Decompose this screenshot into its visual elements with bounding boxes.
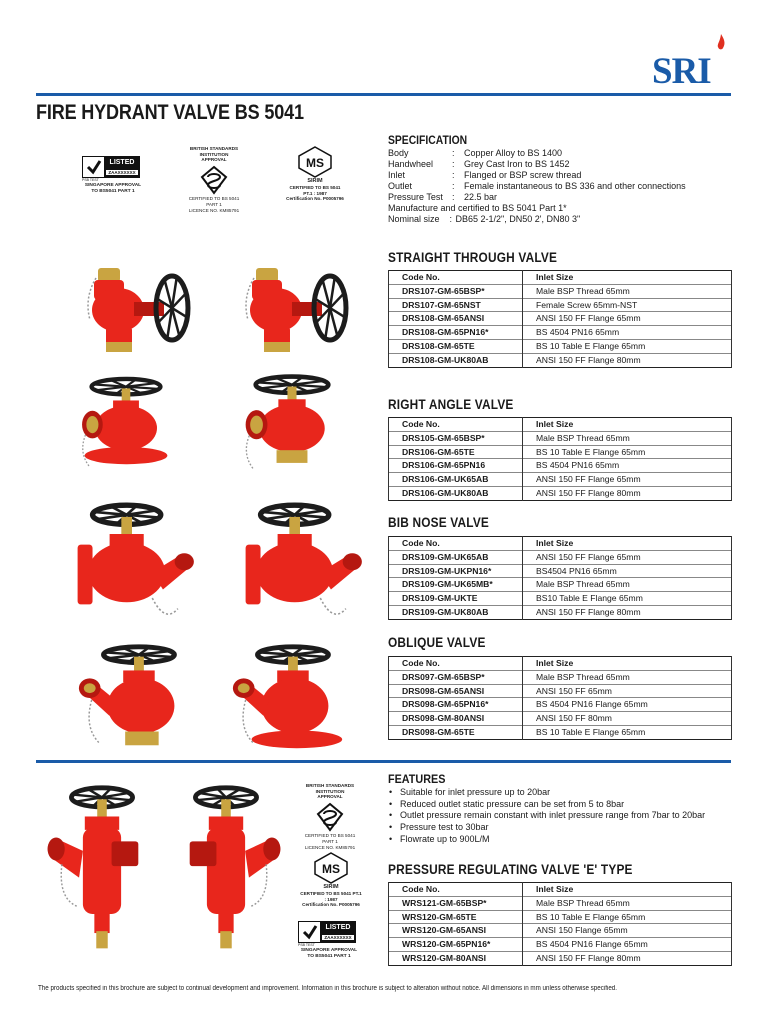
pressure-regulating-valve-image-2 bbox=[168, 784, 284, 956]
table-row bbox=[389, 326, 732, 340]
table-row bbox=[389, 564, 732, 578]
table-row bbox=[389, 698, 732, 712]
bsi-caption: CERTIFIED TO BS 5041 PART 1 LICENCE NO. KM85791 bbox=[304, 833, 356, 850]
code-cell: DRS108-GM-65PN16* bbox=[389, 326, 523, 340]
spec-heading: SPECIFICATION bbox=[388, 135, 468, 147]
section-divider bbox=[36, 760, 731, 763]
inlet-cell: ANSI 150 FF Flange 65mm bbox=[523, 550, 732, 564]
listed-small: PSB TEST bbox=[298, 943, 315, 947]
inlet-cell: BS 10 Table E Flange 65mm bbox=[523, 445, 732, 459]
code-cell: WRS120-GM-80ANSI bbox=[389, 951, 523, 965]
inlet-cell: BS 4504 PN16 Flange 65mm bbox=[523, 938, 732, 952]
code-cell: DRS097-GM-65BSP* bbox=[389, 670, 523, 684]
listed-badge bbox=[82, 156, 144, 195]
pressure-regulating-table bbox=[388, 882, 732, 966]
table-row bbox=[389, 605, 732, 619]
code-cell: WRS120-GM-65PN16* bbox=[389, 938, 523, 952]
code-header: Code No. bbox=[389, 418, 523, 432]
inlet-header: Inlet Size bbox=[523, 883, 732, 897]
table-header-row bbox=[389, 271, 732, 285]
inlet-cell: Female Screw 65mm-NST bbox=[523, 298, 732, 312]
oblique-table bbox=[388, 656, 732, 740]
bib-nose-valve-image bbox=[62, 502, 202, 630]
table-header-row bbox=[389, 537, 732, 551]
code-cell: DRS108-GM-65TE bbox=[389, 339, 523, 353]
inlet-cell: ANSI 150 FF Flange 80mm bbox=[523, 486, 732, 500]
feature-item: • Flowrate up to 900L/M bbox=[388, 834, 733, 846]
inlet-cell: BS 4504 PN16 Flange 65mm bbox=[523, 698, 732, 712]
inlet-cell: Male BSP Thread 65mm bbox=[523, 670, 732, 684]
listed-caption: SINGAPORE APPROVAL TO BS5041 PART 1 bbox=[300, 948, 358, 960]
inlet-cell: ANSI 150 FF 80mm bbox=[523, 712, 732, 726]
code-header: Code No. bbox=[389, 657, 523, 671]
inlet-header: Inlet Size bbox=[523, 418, 732, 432]
straight-through-valve-image bbox=[72, 258, 200, 358]
sirim-name: SIRIM bbox=[323, 884, 339, 890]
code-cell: DRS108-GM-UK80AB bbox=[389, 353, 523, 367]
code-cell: DRS098-GM-65PN16* bbox=[389, 698, 523, 712]
table-row bbox=[389, 578, 732, 592]
right-angle-valve-image bbox=[70, 372, 182, 472]
code-cell: DRS106-GM-UK65AB bbox=[389, 473, 523, 487]
feature-item: • Reduced outlet static pressure can be set from 5 to 8bar bbox=[388, 799, 733, 811]
section-title: PRESSURE REGULATING VALVE 'E' TYPE bbox=[388, 862, 633, 877]
listed-check-icon bbox=[83, 157, 105, 177]
listed-caption: SINGAPORE APPROVAL TO BS5041 PART 1 bbox=[84, 183, 142, 195]
table-row bbox=[389, 592, 732, 606]
inlet-cell: ANSI 150 FF Flange 65mm bbox=[523, 473, 732, 487]
sirim-caption: CERTIFIED TO BS 5041 PT.1 : 1987 Certification No. P0005796 bbox=[286, 184, 344, 202]
section-title: STRAIGHT THROUGH VALVE bbox=[388, 250, 558, 265]
footer-disclaimer: The products specified in this brochure are subject to continual development and improvement. Information in this brochure is subject to alteration without notice. All dimensions in mm unless otherwise specified. bbox=[38, 985, 618, 992]
section-title: BIB NOSE VALVE bbox=[388, 515, 490, 530]
section-title: OBLIQUE VALVE bbox=[388, 635, 486, 650]
listed-label: LISTED bbox=[325, 923, 351, 931]
code-cell: DRS108-GM-65ANSI bbox=[389, 312, 523, 326]
inlet-header: Inlet Size bbox=[523, 271, 732, 285]
table-row bbox=[389, 670, 732, 684]
code-cell: DRS109-GM-UKTE bbox=[389, 592, 523, 606]
table-row bbox=[389, 459, 732, 473]
table-header-row bbox=[389, 883, 732, 897]
code-cell: DRS106-GM-UK80AB bbox=[389, 486, 523, 500]
code-cell: DRS098-GM-65TE bbox=[389, 725, 523, 739]
table-row bbox=[389, 431, 732, 445]
spec-row: Inlet : Flanged or BSP screw thread bbox=[388, 170, 582, 180]
inlet-cell: BS 4504 PN16 65mm bbox=[523, 326, 732, 340]
code-cell: DRS109-GM-UKPN16* bbox=[389, 564, 523, 578]
code-cell: DRS106-GM-65TE bbox=[389, 445, 523, 459]
flame-icon bbox=[716, 34, 726, 51]
code-cell: DRS098-GM-65ANSI bbox=[389, 684, 523, 698]
table-row bbox=[389, 910, 732, 924]
inlet-cell: ANSI 150 FF Flange 80mm bbox=[523, 353, 732, 367]
table-row bbox=[389, 924, 732, 938]
code-cell: DRS106-GM-65PN16 bbox=[389, 459, 523, 473]
listed-code: ZAAXXXXXX bbox=[324, 934, 352, 940]
sirim-caption: CERTIFIED TO BS 5041 PT.1 : 1987 Certification No. P0005796 bbox=[300, 890, 362, 908]
oblique-valve-image bbox=[72, 644, 200, 754]
table-row bbox=[389, 951, 732, 965]
code-cell: WRS121-GM-65BSP* bbox=[389, 896, 523, 910]
straight-through-flanged-valve-image bbox=[226, 258, 362, 358]
listed-code: ZAAXXXXXX bbox=[108, 169, 136, 175]
code-cell: DRS107-GM-65NST bbox=[389, 298, 523, 312]
table-row bbox=[389, 725, 732, 739]
right-angle-table bbox=[388, 417, 732, 501]
right-angle-valve-image-2 bbox=[232, 372, 352, 472]
inlet-cell: ANSI 150 FF Flange 80mm bbox=[523, 951, 732, 965]
table-row bbox=[389, 445, 732, 459]
code-cell: DRS098-GM-80ANSI bbox=[389, 712, 523, 726]
inlet-cell: Male BSP Thread 65mm bbox=[523, 431, 732, 445]
code-cell: DRS109-GM-UK65AB bbox=[389, 550, 523, 564]
inlet-cell: BS 10 Table E Flange 65mm bbox=[523, 339, 732, 353]
feature-item: • Pressure test to 30bar bbox=[388, 822, 733, 834]
inlet-header: Inlet Size bbox=[523, 657, 732, 671]
pressure-regulating-valve-image bbox=[44, 784, 160, 956]
inlet-cell: Male BSP Thread 65mm bbox=[523, 284, 732, 298]
feature-item: • Outlet pressure remain constant with inlet pressure range from 7bar to 20bar bbox=[388, 810, 733, 822]
bsi-badge-lower bbox=[304, 783, 356, 850]
listed-label: LISTED bbox=[109, 158, 135, 166]
inlet-cell: ANSI 150 FF Flange 80mm bbox=[523, 605, 732, 619]
inlet-cell: ANSI 150 FF Flange 65mm bbox=[523, 312, 732, 326]
code-header: Code No. bbox=[389, 537, 523, 551]
spec-row: Body : Copper Alloy to BS 1400 bbox=[388, 148, 563, 158]
bsi-heading: BRITISH STANDARDS INSTITUTION APPROVAL bbox=[305, 783, 355, 800]
header-divider bbox=[36, 93, 731, 96]
bsi-kitemark-icon bbox=[315, 802, 345, 832]
table-row bbox=[389, 339, 732, 353]
inlet-cell: BS4504 PN16 65mm bbox=[523, 564, 732, 578]
bib-nose-valve-image-2 bbox=[230, 502, 370, 630]
bsi-kitemark-icon bbox=[199, 165, 229, 195]
table-header-row bbox=[389, 657, 732, 671]
inlet-cell: Male BSP Thread 65mm bbox=[523, 578, 732, 592]
features-heading: FEATURES bbox=[388, 772, 446, 786]
inlet-cell: ANSI 150 Flange 65mm bbox=[523, 924, 732, 938]
table-row bbox=[389, 684, 732, 698]
spec-row: Outlet : Female instantaneous to BS 336 and other connections bbox=[388, 181, 686, 191]
spec-row: Handwheel : Grey Cast Iron to BS 1452 bbox=[388, 159, 570, 169]
oblique-valve-image-2 bbox=[226, 644, 354, 754]
features bbox=[388, 774, 733, 846]
page-title: FIRE HYDRANT VALVE BS 5041 bbox=[36, 101, 304, 124]
inlet-cell: BS10 Table E Flange 65mm bbox=[523, 592, 732, 606]
inlet-header: Inlet Size bbox=[523, 537, 732, 551]
listed-badge-lower bbox=[298, 921, 360, 960]
table-row bbox=[389, 938, 732, 952]
bib-nose-table bbox=[388, 536, 732, 620]
bsi-heading: BRITISH STANDARDS INSTITUTION APPROVAL bbox=[189, 146, 239, 163]
inlet-cell: BS 10 Table E Flange 65mm bbox=[523, 910, 732, 924]
code-header: Code No. bbox=[389, 271, 523, 285]
sirim-ms-icon bbox=[313, 852, 349, 884]
sirim-name: SIRIM bbox=[307, 178, 323, 184]
table-row bbox=[389, 284, 732, 298]
inlet-cell: BS 10 Table E Flange 65mm bbox=[523, 725, 732, 739]
listed-small: PSB TEST bbox=[82, 178, 99, 182]
bsi-badge bbox=[188, 146, 240, 213]
code-cell: WRS120-GM-65ANSI bbox=[389, 924, 523, 938]
specification bbox=[388, 136, 733, 225]
svg-text:MS: MS bbox=[306, 156, 324, 170]
brand-name: SRI bbox=[652, 51, 711, 92]
table-header-row bbox=[389, 418, 732, 432]
table-row bbox=[389, 353, 732, 367]
section-title: RIGHT ANGLE VALVE bbox=[388, 397, 514, 412]
spec-row: Pressure Test : 22.5 bar bbox=[388, 192, 498, 202]
table-row bbox=[389, 473, 732, 487]
sirim-badge bbox=[286, 146, 344, 202]
table-row bbox=[389, 896, 732, 910]
table-row bbox=[389, 486, 732, 500]
listed-check-icon bbox=[299, 922, 321, 942]
sri-logo bbox=[652, 34, 734, 90]
sirim-ms-icon bbox=[297, 146, 333, 178]
feature-item: • Suitable for inlet pressure up to 20bar bbox=[388, 787, 733, 799]
code-header: Code No. bbox=[389, 883, 523, 897]
table-row bbox=[389, 312, 732, 326]
svg-text:MS: MS bbox=[322, 862, 340, 876]
inlet-cell: BS 4504 PN16 65mm bbox=[523, 459, 732, 473]
code-cell: WRS120-GM-65TE bbox=[389, 910, 523, 924]
spec-nominal: Nominal size : DB65 2-1/2", DN50 2', DN80 3" bbox=[388, 214, 581, 224]
code-cell: DRS107-GM-65BSP* bbox=[389, 284, 523, 298]
bsi-caption: CERTIFIED TO BS 5041 PART 1 LICENCE NO. KM85791 bbox=[188, 196, 240, 213]
straight-through-table bbox=[388, 270, 732, 368]
spec-note: Manufacture and certified to BS 5041 Part 1* bbox=[388, 203, 567, 213]
inlet-cell: Male BSP Thread 65mm bbox=[523, 896, 732, 910]
code-cell: DRS105-GM-65BSP* bbox=[389, 431, 523, 445]
sirim-badge-lower bbox=[300, 852, 362, 908]
table-row bbox=[389, 298, 732, 312]
table-row bbox=[389, 550, 732, 564]
code-cell: DRS109-GM-UK80AB bbox=[389, 605, 523, 619]
code-cell: DRS109-GM-UK65MB* bbox=[389, 578, 523, 592]
inlet-cell: ANSI 150 FF 65mm bbox=[523, 684, 732, 698]
table-row bbox=[389, 712, 732, 726]
